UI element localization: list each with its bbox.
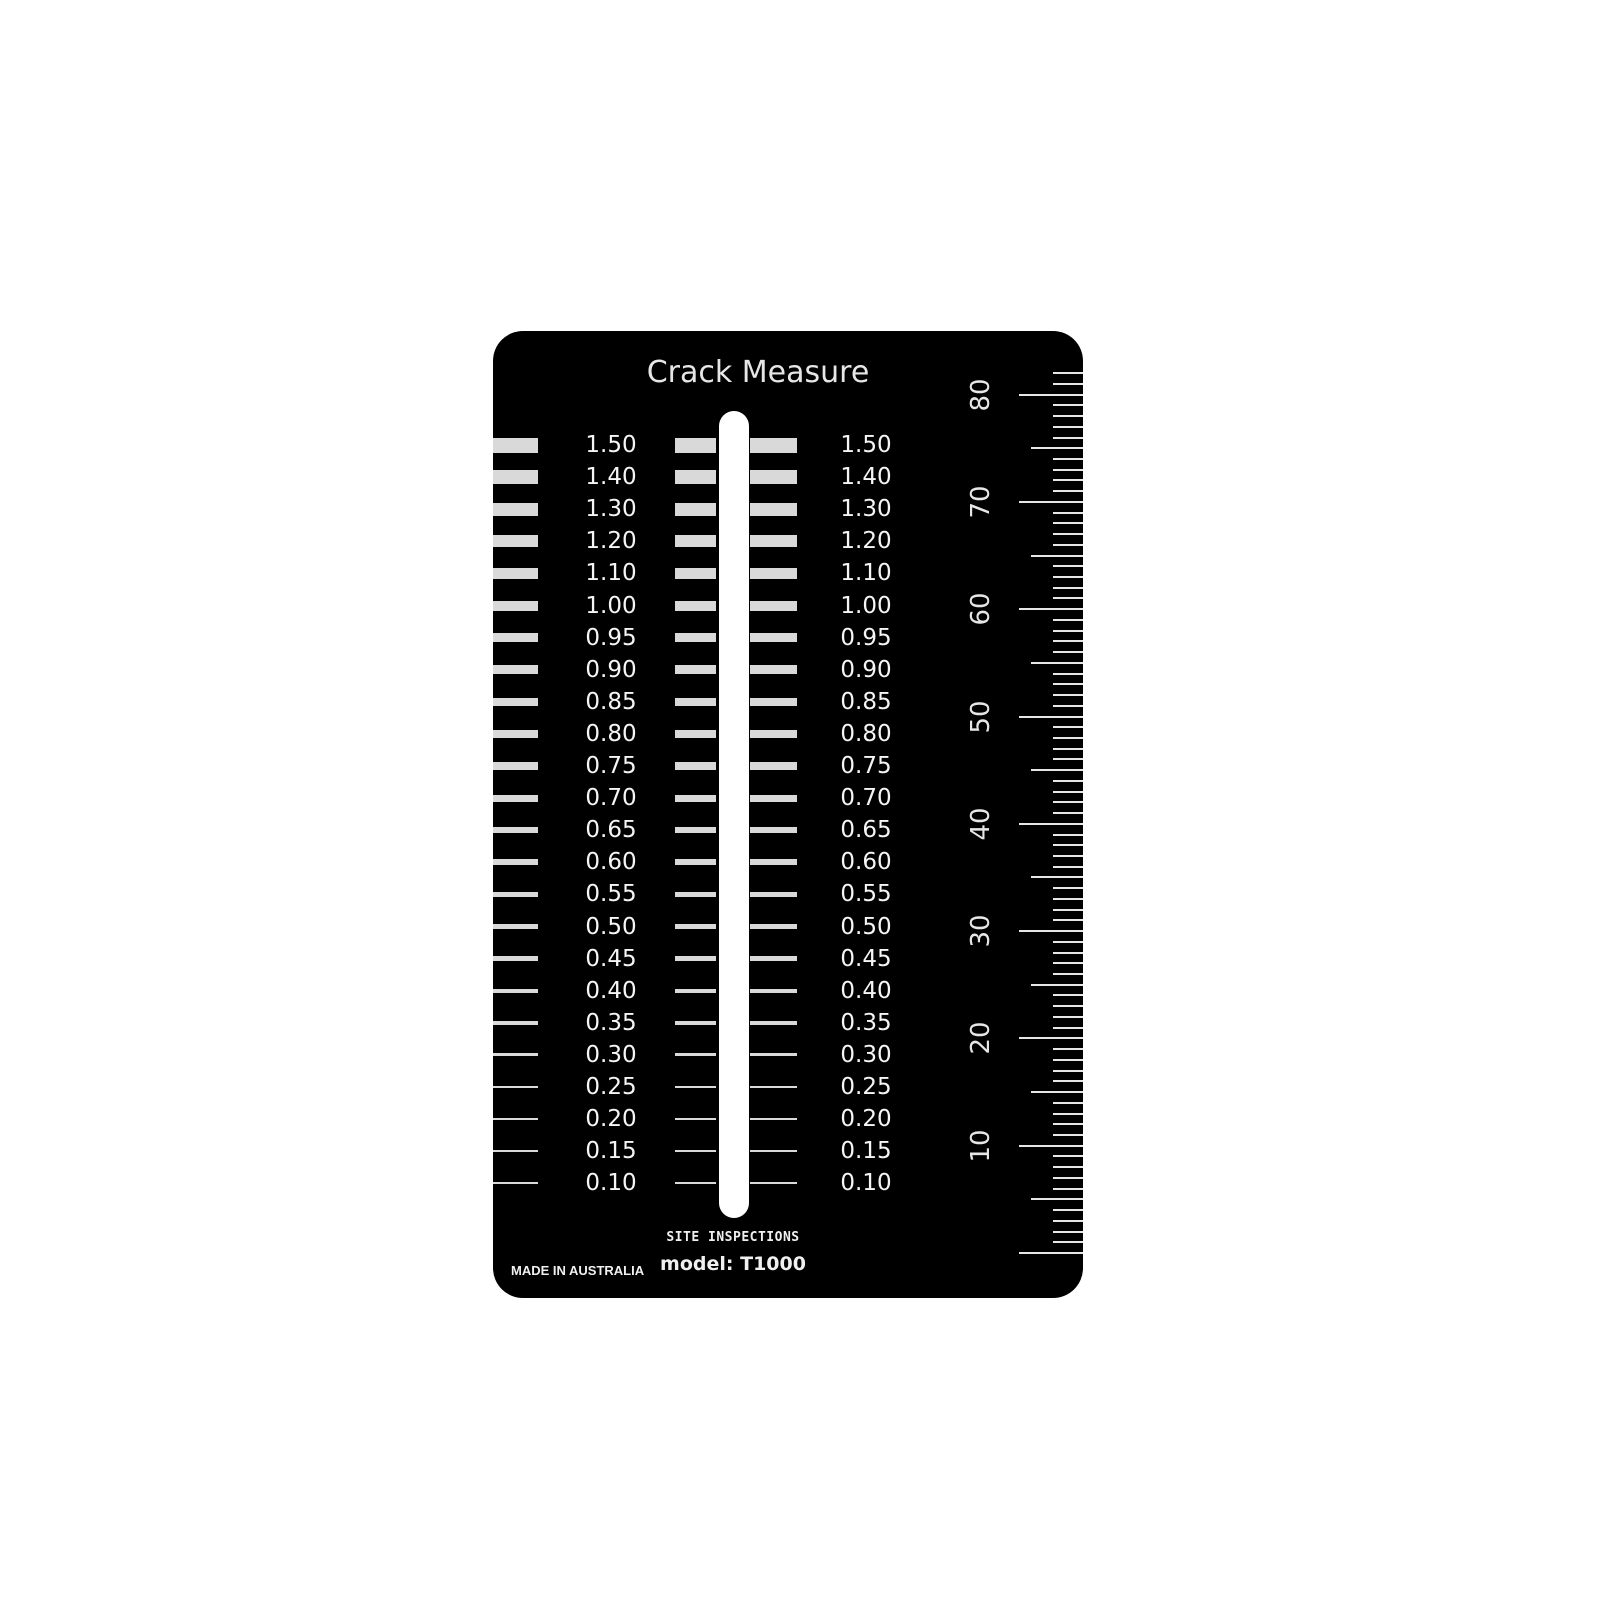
gauge-label-left: 0.30: [585, 1041, 637, 1068]
gauge-label-right: 0.20: [840, 1106, 892, 1133]
gauge-bar: [750, 568, 797, 579]
gauge-bar: [493, 665, 538, 674]
gauge-label-left: 0.15: [585, 1138, 637, 1165]
ruler-tick: [1053, 469, 1083, 471]
ruler-tick: [1053, 1231, 1083, 1233]
gauge-label-left: 1.30: [585, 496, 637, 523]
ruler-tick: [1019, 716, 1083, 718]
gauge-bar: [493, 795, 538, 802]
gauge-bar: [675, 1086, 716, 1089]
gauge-bar: [675, 470, 716, 484]
gauge-bar: [675, 665, 716, 674]
ruler-tick: [1053, 640, 1083, 642]
ruler-tick: [1053, 426, 1083, 428]
ruler-tick: [1053, 1123, 1083, 1125]
ruler-tick: [1053, 941, 1083, 943]
gauge-bar: [493, 1118, 538, 1120]
brand-name: SITE INSPECTIONS: [666, 1230, 800, 1245]
gauge-bar: [675, 1021, 716, 1025]
ruler-tick: [1053, 1113, 1083, 1115]
ruler-tick: [1053, 490, 1083, 492]
gauge-bar: [493, 503, 538, 516]
gauge-bar: [750, 795, 797, 802]
gauge-bar: [750, 698, 797, 707]
gauge-bar: [750, 601, 797, 611]
gauge-label-right: 1.10: [840, 560, 892, 587]
ruler-tick: [1053, 844, 1083, 846]
gauge-bar: [493, 924, 538, 929]
gauge-bar: [493, 470, 538, 484]
ruler-tick: [1053, 791, 1083, 793]
ruler-tick: [1053, 887, 1083, 889]
ruler-tick: [1053, 597, 1083, 599]
gauge-label-left: 1.00: [585, 592, 637, 619]
gauge-label-right: 0.35: [840, 1009, 892, 1036]
gauge-bar: [750, 503, 797, 516]
ruler-label: 20: [966, 1021, 996, 1055]
ruler-tick: [1019, 1145, 1083, 1147]
gauge-label-right: 0.45: [840, 945, 892, 972]
ruler-tick: [1053, 479, 1083, 481]
ruler-label: 30: [966, 914, 996, 948]
gauge-label-right: 1.00: [840, 592, 892, 619]
ruler-tick: [1053, 512, 1083, 514]
ruler-tick: [1053, 898, 1083, 900]
gauge-bar: [675, 956, 716, 961]
ruler-tick: [1019, 394, 1083, 396]
gauge-bar: [675, 795, 716, 802]
ruler-label: 10: [966, 1129, 996, 1163]
ruler-tick: [1053, 458, 1083, 460]
ruler-tick: [1053, 544, 1083, 546]
gauge-bar: [675, 503, 716, 516]
gauge-bar: [750, 924, 797, 929]
gauge-bar: [493, 1021, 538, 1025]
gauge-label-right: 0.65: [840, 817, 892, 844]
gauge-bar: [493, 956, 538, 961]
gauge-bar: [750, 989, 797, 993]
gauge-label-right: 0.15: [840, 1138, 892, 1165]
gauge-label-left: 1.10: [585, 560, 637, 587]
ruler-tick: [1053, 1241, 1083, 1243]
gauge-label-right: 1.20: [840, 528, 892, 555]
gauge-bar: [493, 892, 538, 898]
ruler-tick: [1053, 705, 1083, 707]
gauge-bar: [750, 1053, 797, 1056]
gauge-bar: [675, 1053, 716, 1056]
gauge-bar: [750, 762, 797, 770]
ruler-label: 70: [966, 485, 996, 519]
ruler-tick: [1031, 876, 1083, 878]
gauge-bar: [675, 633, 716, 643]
ruler-tick: [1031, 1091, 1083, 1093]
gauge-bar: [493, 762, 538, 770]
gauge-bar: [750, 438, 797, 453]
gauge-label-right: 0.10: [840, 1170, 892, 1197]
gauge-label-left: 0.90: [585, 656, 637, 683]
ruler-tick: [1053, 630, 1083, 632]
ruler-tick: [1053, 866, 1083, 868]
ruler-label: 50: [966, 699, 996, 734]
gauge-bar: [750, 859, 797, 865]
crack-gauge-card: [493, 331, 1083, 1298]
ruler-tick: [1053, 855, 1083, 857]
gauge-label-left: 0.50: [585, 913, 637, 940]
gauge-label-left: 0.25: [585, 1074, 637, 1100]
gauge-label-right: 0.80: [840, 720, 892, 747]
gauge-bar: [750, 1150, 797, 1152]
gauge-label-right: 0.40: [840, 977, 892, 1004]
ruler-tick: [1053, 909, 1083, 911]
gauge-bar: [493, 1086, 538, 1089]
gauge-label-left: 0.65: [585, 817, 637, 844]
gauge-bar: [493, 601, 538, 611]
gauge-label-left: 0.20: [585, 1106, 637, 1133]
gauge-bar: [750, 633, 797, 643]
gauge-bar: [493, 1053, 538, 1056]
gauge-label-left: 0.55: [585, 881, 637, 908]
ruler-label: 80: [966, 378, 996, 412]
ruler-tick: [1053, 801, 1083, 803]
gauge-bar: [750, 1021, 797, 1025]
gauge-bar: [493, 438, 538, 453]
gauge-label-right: 0.60: [840, 849, 892, 876]
gauge-label-left: 0.60: [585, 849, 637, 876]
gauge-label-right: 1.40: [840, 464, 892, 491]
ruler-tick: [1053, 726, 1083, 728]
gauge-bar: [675, 1182, 716, 1184]
gauge-label-right: 0.25: [840, 1074, 892, 1100]
gauge-bar: [675, 535, 716, 547]
ruler-tick: [1053, 1220, 1083, 1222]
ruler-tick: [1053, 780, 1083, 782]
ruler-tick: [1053, 1070, 1083, 1072]
gauge-bar: [493, 698, 538, 707]
ruler-tick: [1053, 994, 1083, 996]
ruler-tick: [1053, 673, 1083, 675]
gauge-label-right: 0.85: [840, 688, 892, 715]
card-title: Crack Measure: [646, 355, 870, 390]
ruler-tick: [1053, 748, 1083, 750]
gauge-label-left: 0.95: [585, 624, 637, 651]
ruler-tick: [1053, 694, 1083, 696]
ruler-tick: [1053, 533, 1083, 535]
gauge-bar: [675, 827, 716, 834]
ruler-tick: [1053, 619, 1083, 621]
ruler-tick: [1053, 415, 1083, 417]
gauge-bar: [750, 730, 797, 738]
gauge-label-left: 1.20: [585, 528, 637, 555]
gauge-bar: [750, 827, 797, 834]
gauge-label-left: 0.40: [585, 977, 637, 1004]
ruler-tick: [1053, 1048, 1083, 1050]
ruler-tick: [1053, 404, 1083, 406]
ruler-tick: [1053, 1059, 1083, 1061]
gauge-label-left: 0.45: [585, 945, 637, 972]
ruler-tick: [1053, 1166, 1083, 1168]
gauge-label-right: 1.30: [840, 496, 892, 523]
gauge-bar: [493, 827, 538, 834]
gauge-bar: [493, 989, 538, 993]
gauge-label-left: 0.70: [585, 785, 637, 812]
gauge-bar: [750, 665, 797, 674]
viewing-slot: [719, 411, 749, 1218]
ruler-tick: [1053, 962, 1083, 964]
ruler-tick: [1053, 812, 1083, 814]
ruler-tick: [1053, 1155, 1083, 1157]
ruler-tick: [1053, 372, 1083, 374]
ruler-tick: [1053, 1177, 1083, 1179]
gauge-label-left: 1.40: [585, 464, 637, 491]
gauge-bar: [675, 698, 716, 707]
ruler-label: 60: [966, 592, 996, 626]
gauge-bar: [675, 924, 716, 929]
ruler-tick: [1019, 608, 1083, 610]
gauge-label-left: 1.50: [585, 432, 637, 458]
ruler-tick: [1053, 952, 1083, 954]
gauge-bar: [750, 1182, 797, 1184]
ruler-tick: [1019, 823, 1083, 825]
ruler-tick: [1019, 1037, 1083, 1039]
ruler-tick: [1053, 587, 1083, 589]
ruler-tick: [1031, 447, 1083, 449]
gauge-bar: [493, 535, 538, 547]
gauge-label-right: 0.70: [840, 785, 892, 812]
gauge-bar: [493, 633, 538, 643]
gauge-bar: [750, 892, 797, 898]
gauge-bar: [675, 568, 716, 579]
gauge-label-left: 0.35: [585, 1009, 637, 1036]
gauge-label-right: 1.50: [840, 432, 892, 458]
gauge-bar: [675, 601, 716, 611]
ruler-tick: [1053, 1080, 1083, 1082]
model-number: model: T1000: [660, 1253, 806, 1275]
ruler-tick: [1053, 1209, 1083, 1211]
gauge-label-right: 0.95: [840, 624, 892, 651]
country-of-origin: MADE IN AUSTRALIA: [511, 1263, 645, 1278]
gauge-bar: [750, 470, 797, 484]
ruler-tick: [1053, 834, 1083, 836]
gauge-label-left: 0.10: [585, 1170, 637, 1197]
ruler-tick: [1031, 662, 1083, 664]
ruler-tick: [1031, 984, 1083, 986]
ruler-tick: [1053, 737, 1083, 739]
gauge-label-right: 0.30: [840, 1041, 892, 1068]
ruler-tick: [1053, 576, 1083, 578]
gauge-bar: [493, 859, 538, 865]
ruler-tick: [1053, 651, 1083, 653]
ruler-tick: [1031, 1198, 1083, 1200]
gauge-bar: [675, 438, 716, 453]
ruler-tick: [1053, 383, 1083, 385]
gauge-label-left: 0.85: [585, 688, 637, 715]
gauge-bar: [750, 956, 797, 961]
ruler-tick: [1031, 769, 1083, 771]
ruler-tick: [1019, 1252, 1083, 1254]
ruler-tick: [1053, 1188, 1083, 1190]
gauge-bar: [675, 989, 716, 993]
gauge-label-left: 0.75: [585, 753, 637, 779]
ruler-tick: [1053, 522, 1083, 524]
gauge-bar: [750, 1086, 797, 1089]
gauge-label-left: 0.80: [585, 720, 637, 747]
gauge-bar: [493, 730, 538, 738]
ruler-tick: [1053, 758, 1083, 760]
gauge-bar: [493, 1182, 538, 1184]
ruler-tick: [1053, 1005, 1083, 1007]
gauge-bar: [493, 1150, 538, 1152]
ruler-tick: [1053, 973, 1083, 975]
ruler-tick: [1053, 1102, 1083, 1104]
ruler-tick: [1019, 501, 1083, 503]
gauge-bar: [675, 762, 716, 770]
gauge-bar: [675, 1150, 716, 1152]
ruler-tick: [1053, 1134, 1083, 1136]
ruler-tick: [1053, 565, 1083, 567]
ruler-tick: [1031, 555, 1083, 557]
ruler-tick: [1053, 919, 1083, 921]
ruler-tick: [1053, 437, 1083, 439]
gauge-bar: [750, 1118, 797, 1120]
ruler-label: 40: [966, 807, 996, 841]
gauge-bar: [675, 1118, 716, 1120]
gauge-label-right: 0.90: [840, 656, 892, 683]
ruler-tick: [1053, 683, 1083, 685]
gauge-bar: [675, 730, 716, 738]
gauge-label-right: 0.55: [840, 881, 892, 908]
gauge-bar: [493, 568, 538, 579]
ruler-tick: [1053, 1027, 1083, 1029]
gauge-label-right: 0.75: [840, 753, 892, 779]
gauge-bar: [750, 535, 797, 547]
gauge-label-right: 0.50: [840, 913, 892, 940]
gauge-bar: [675, 892, 716, 898]
gauge-bar: [675, 859, 716, 865]
ruler-tick: [1053, 1016, 1083, 1018]
ruler-tick: [1019, 930, 1083, 932]
